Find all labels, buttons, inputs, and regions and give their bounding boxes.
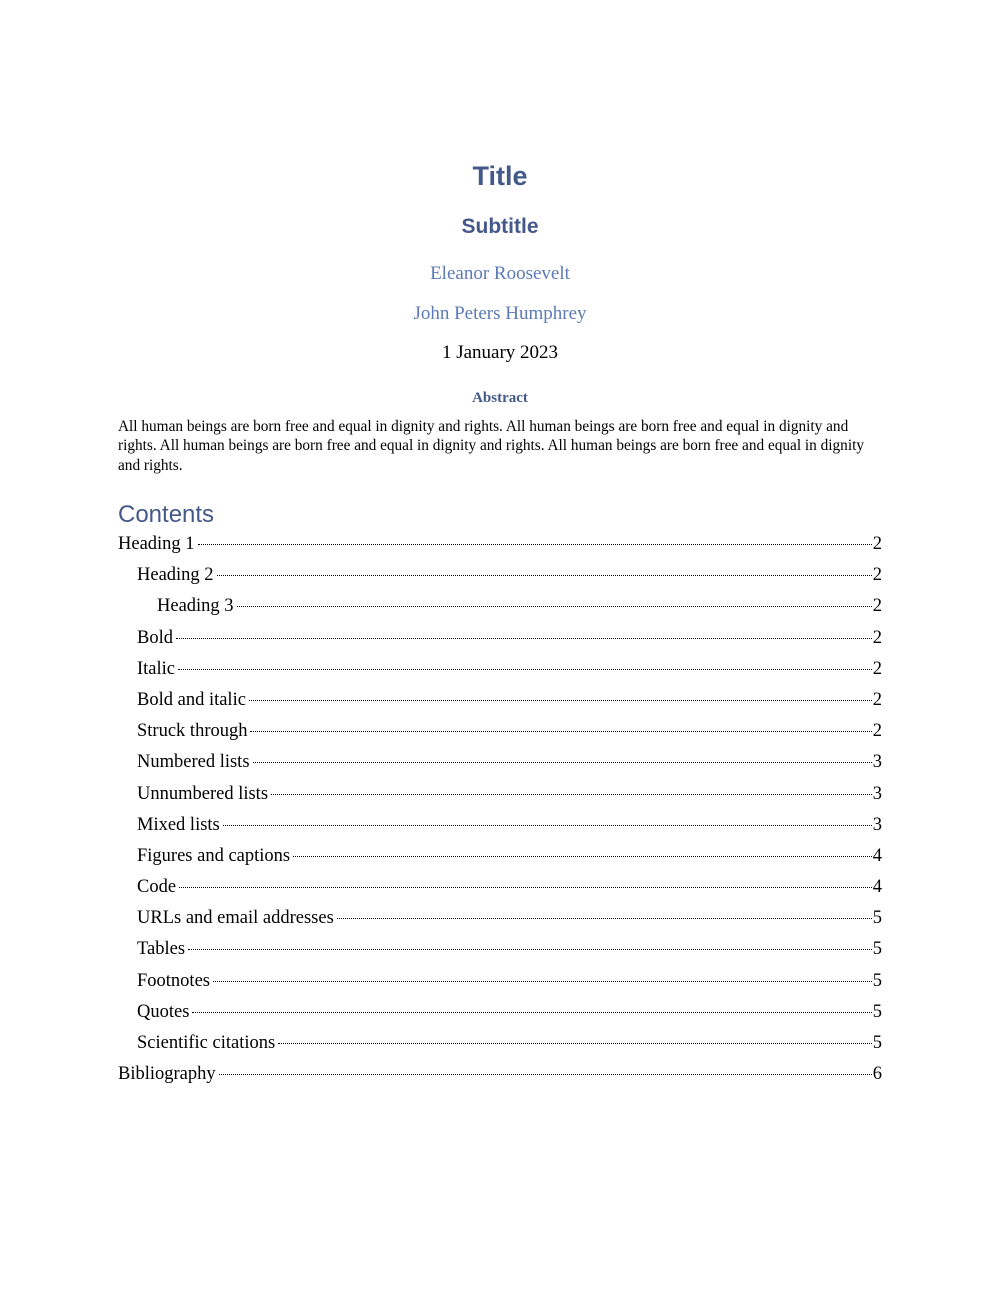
toc-dot-leader: [278, 1043, 872, 1044]
toc-entry[interactable]: [118, 688, 882, 719]
toc-dot-leader: [217, 575, 872, 576]
toc-entry-label[interactable]: Heading 2: [137, 565, 214, 586]
toc-entry[interactable]: [118, 719, 882, 750]
toc-entry-label[interactable]: Bold and italic: [137, 689, 246, 710]
toc-entry-page-number[interactable]: 5: [872, 970, 882, 991]
toc-entry-page-number[interactable]: 5: [872, 1033, 882, 1053]
toc-dot-leader: [249, 700, 872, 701]
toc-entry-label[interactable]: Heading 3: [157, 596, 234, 617]
toc-entry-label[interactable]: Numbered lists: [137, 752, 250, 773]
toc-entry[interactable]: [118, 875, 882, 906]
toc-entry[interactable]: [118, 937, 882, 968]
toc-dot-leader: [219, 1074, 872, 1075]
author-name: Eleanor Roosevelt: [430, 263, 570, 284]
toc-entry-page-number[interactable]: 2: [872, 534, 882, 554]
toc-dot-leader: [213, 981, 872, 982]
toc-entry[interactable]: [118, 1031, 882, 1062]
toc-entry-label[interactable]: Mixed lists: [137, 814, 220, 835]
toc-entry-page-number[interactable]: 2: [872, 689, 882, 710]
toc-entry-label[interactable]: Italic: [137, 658, 176, 679]
toc-entry-page-number[interactable]: 5: [872, 1001, 882, 1022]
toc-dot-leader: [337, 918, 872, 919]
toc-dot-leader: [253, 762, 872, 763]
author-name: John Peters Humphrey: [413, 303, 587, 324]
toc-entry-label[interactable]: Bibliography: [118, 1064, 216, 1085]
toc-entry-page-number[interactable]: 2: [872, 565, 882, 586]
toc-entry-label[interactable]: Struck through: [137, 721, 248, 742]
toc-dot-leader: [179, 887, 872, 888]
abstract-text: All human beings are born free and equal in dignity and rights. All human beings are born free and equal in dignity and rights. All human beings are born free and equal in dignity and rights. All human beings are born free and equal in dignity and rights.: [118, 418, 864, 474]
toc-dot-leader: [293, 856, 872, 857]
contents-heading: Contents: [118, 501, 215, 528]
toc-entry[interactable]: [118, 563, 882, 594]
toc-dot-leader: [223, 825, 872, 826]
toc-entry[interactable]: [118, 532, 882, 563]
toc-dot-leader: [250, 731, 871, 732]
toc-entry[interactable]: [118, 750, 882, 781]
toc-entry-page-number[interactable]: 3: [872, 814, 882, 835]
toc-entry[interactable]: [118, 594, 882, 625]
toc-entry-label[interactable]: Figures and captions: [137, 845, 291, 866]
toc-entry[interactable]: [118, 906, 882, 937]
document-date: 1 January 2023: [441, 342, 559, 363]
toc-entry-label[interactable]: Bold: [137, 627, 173, 648]
toc-entry-page-number[interactable]: 3: [872, 783, 882, 804]
toc-entry-page-number[interactable]: 4: [872, 877, 882, 898]
table-of-contents: [118, 532, 882, 1093]
document-subtitle: Subtitle: [461, 215, 539, 238]
toc-dot-leader: [192, 1012, 871, 1013]
abstract-heading: Abstract: [472, 390, 528, 406]
toc-dot-leader: [176, 638, 872, 639]
toc-entry-page-number[interactable]: 6: [872, 1064, 882, 1085]
toc-entry-label[interactable]: Footnotes: [137, 970, 210, 991]
toc-entry[interactable]: [118, 813, 882, 844]
toc-entry[interactable]: [118, 657, 882, 688]
toc-entry-page-number[interactable]: 2: [872, 658, 882, 679]
toc-entry-label[interactable]: Tables: [137, 939, 186, 960]
toc-entry[interactable]: [118, 626, 882, 657]
toc-entry-page-number[interactable]: 5: [872, 939, 882, 960]
toc-entry-label[interactable]: Heading 1: [118, 534, 195, 554]
toc-entry-page-number[interactable]: 3: [872, 752, 882, 773]
document-title: Title: [472, 161, 528, 191]
toc-entry-page-number[interactable]: 2: [872, 627, 882, 648]
toc-entry-label[interactable]: URLs and email addresses: [137, 908, 334, 929]
toc-entry-page-number[interactable]: 2: [872, 596, 882, 617]
toc-dot-leader: [237, 606, 872, 607]
toc-entry-label[interactable]: Unnumbered lists: [137, 783, 269, 804]
toc-dot-leader: [178, 669, 872, 670]
toc-entry[interactable]: [118, 1000, 882, 1031]
toc-entry[interactable]: [118, 844, 882, 875]
toc-entry[interactable]: [118, 782, 882, 813]
toc-entry[interactable]: [118, 1062, 882, 1093]
toc-entry-label[interactable]: Code: [137, 877, 177, 898]
toc-entry-label[interactable]: Quotes: [137, 1001, 190, 1022]
toc-entry[interactable]: [118, 969, 882, 1000]
toc-dot-leader: [271, 794, 872, 795]
toc-entry-page-number[interactable]: 4: [872, 845, 882, 866]
toc-dot-leader: [188, 949, 872, 950]
toc-entry-page-number[interactable]: 5: [872, 908, 882, 929]
toc-entry-label[interactable]: Scientific citations: [137, 1033, 276, 1053]
toc-dot-leader: [198, 544, 872, 545]
toc-entry-page-number[interactable]: 2: [872, 721, 882, 742]
